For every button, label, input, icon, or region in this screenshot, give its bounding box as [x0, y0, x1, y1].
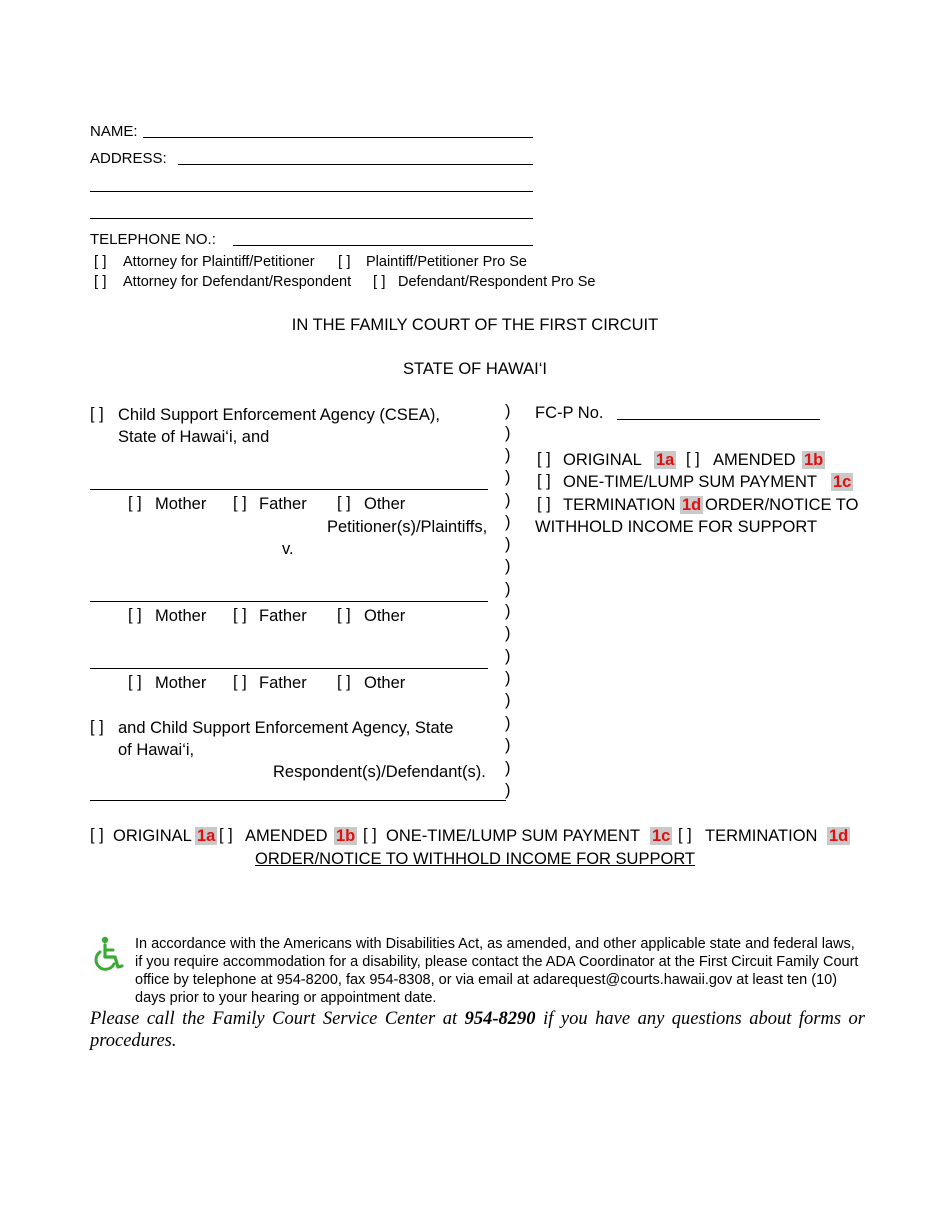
- paren: ): [505, 647, 511, 665]
- title-original-checkbox[interactable]: [ ]: [90, 826, 104, 844]
- respondent1-father-label: Father: [259, 607, 307, 625]
- paren: ): [505, 781, 511, 799]
- right-amended-label: AMENDED: [713, 451, 796, 469]
- service-text-post: if you have any questions about forms or procedures.: [90, 1009, 866, 1051]
- service-phone: 954-8290: [464, 1009, 536, 1029]
- title-termination-checkbox[interactable]: [ ]: [678, 826, 692, 844]
- right-original-checkbox[interactable]: [ ]: [537, 450, 551, 468]
- defendant-pro-se-label: Defendant/Respondent Pro Se: [398, 274, 596, 290]
- atty-plaintiff-label: Attorney for Plaintiff/Petitioner: [123, 254, 315, 270]
- resp-csea-label-line2: of Hawai‘i,: [118, 741, 195, 759]
- right-order-label: ORDER/NOTICE TO: [705, 496, 859, 514]
- title-lump-label: ONE-TIME/LUMP SUM PAYMENT: [386, 827, 640, 845]
- petitioner-name-line[interactable]: [90, 489, 488, 490]
- plaintiff-pro-se-checkbox[interactable]: [ ]: [338, 253, 351, 270]
- right-termination-label: TERMINATION: [563, 496, 676, 514]
- petitioners-label: Petitioner(s)/Plaintiffs,: [327, 518, 488, 536]
- right-withhold-label: WITHHOLD INCOME FOR SUPPORT: [535, 518, 818, 536]
- right-lump-label: ONE-TIME/LUMP SUM PAYMENT: [563, 473, 817, 491]
- title-termination-label: TERMINATION: [705, 827, 818, 845]
- service-center-note: [90, 1008, 865, 1052]
- name-label: NAME:: [90, 123, 138, 140]
- title-lump-checkbox[interactable]: [ ]: [363, 826, 377, 844]
- respondent2-mother-label: Mother: [155, 674, 207, 692]
- tag-1c: 1c: [833, 473, 852, 491]
- csea-checkbox[interactable]: [ ]: [90, 405, 104, 423]
- paren: ): [505, 535, 511, 553]
- respondent1-father-checkbox[interactable]: [ ]: [233, 606, 247, 624]
- paren: ): [505, 759, 511, 777]
- atty-defendant-label: Attorney for Defendant/Respondent: [123, 274, 352, 290]
- respondent2-other-label: Other: [364, 674, 406, 692]
- paren: ): [505, 491, 511, 509]
- atty-plaintiff-checkbox[interactable]: [ ]: [94, 253, 107, 270]
- document-title: ORDER/NOTICE TO WITHHOLD INCOME FOR SUPPORT: [254, 850, 696, 868]
- tag-1b: 1b: [804, 451, 824, 469]
- respondent1-other-checkbox[interactable]: [ ]: [337, 606, 351, 624]
- telephone-field[interactable]: [233, 245, 533, 246]
- title-tag-1a: 1a: [197, 827, 216, 845]
- right-termination-checkbox[interactable]: [ ]: [537, 495, 551, 513]
- paren: ): [505, 691, 511, 709]
- title-tag-1d: 1d: [829, 827, 849, 845]
- petitioner-other-label: Other: [364, 495, 406, 513]
- csea-label-line2: State of Hawai‘i, and: [118, 428, 270, 446]
- paren: ): [505, 424, 511, 442]
- title-original-label: ORIGINAL: [113, 827, 192, 845]
- name-field[interactable]: [143, 137, 533, 138]
- paren: ): [505, 714, 511, 732]
- fcp-label: FC-P No.: [535, 404, 604, 422]
- paren: ): [505, 580, 511, 598]
- petitioner-mother-checkbox[interactable]: [ ]: [128, 494, 142, 512]
- paren: ): [505, 402, 511, 420]
- respondent2-mother-checkbox[interactable]: [ ]: [128, 673, 142, 691]
- plaintiff-pro-se-label: Plaintiff/Petitioner Pro Se: [366, 254, 527, 270]
- petitioner-mother-label: Mother: [155, 495, 207, 513]
- title-tag-1c: 1c: [652, 827, 671, 845]
- respondent1-mother-label: Mother: [155, 607, 207, 625]
- address-field-line3[interactable]: [90, 218, 533, 219]
- address-field-line2[interactable]: [90, 191, 533, 192]
- respondents-label: Respondent(s)/Defendant(s).: [273, 763, 486, 781]
- service-text-pre: Please call the Family Court Service Center at: [90, 1009, 458, 1029]
- petitioner-father-label: Father: [259, 495, 307, 513]
- resp-csea-checkbox[interactable]: [ ]: [90, 718, 104, 736]
- fcp-number-field[interactable]: [617, 419, 820, 420]
- defendant-pro-se-checkbox[interactable]: [ ]: [373, 273, 386, 290]
- right-lump-checkbox[interactable]: [ ]: [537, 472, 551, 490]
- respondent2-name-line[interactable]: [90, 668, 488, 669]
- respondent1-other-label: Other: [364, 607, 406, 625]
- paren: ): [505, 468, 511, 486]
- paren: ): [505, 513, 511, 531]
- address-field-line1[interactable]: [178, 164, 533, 165]
- caption-bottom-line: [90, 800, 506, 801]
- respondent2-father-label: Father: [259, 674, 307, 692]
- respondent1-mother-checkbox[interactable]: [ ]: [128, 606, 142, 624]
- title-amended-label: AMENDED: [245, 827, 328, 845]
- right-original-label: ORIGINAL: [563, 451, 642, 469]
- paren: ): [505, 736, 511, 754]
- petitioner-other-checkbox[interactable]: [ ]: [337, 494, 351, 512]
- title-tag-1b: 1b: [336, 827, 356, 845]
- paren: ): [505, 446, 511, 464]
- versus: v.: [282, 540, 294, 558]
- court-state: STATE OF HAWAI‘I: [403, 360, 547, 378]
- tag-1a: 1a: [656, 451, 675, 469]
- paren: ): [505, 557, 511, 575]
- wheelchair-icon: [88, 936, 124, 977]
- address-label: ADDRESS:: [90, 150, 167, 167]
- paren: ): [505, 624, 511, 642]
- telephone-label: TELEPHONE NO.:: [90, 231, 216, 248]
- paren: ): [505, 669, 511, 687]
- petitioner-father-checkbox[interactable]: [ ]: [233, 494, 247, 512]
- respondent2-other-checkbox[interactable]: [ ]: [337, 673, 351, 691]
- title-amended-checkbox[interactable]: [ ]: [219, 826, 233, 844]
- paren: ): [505, 602, 511, 620]
- tag-1d: 1d: [682, 496, 702, 514]
- ada-notice: In accordance with the Americans with Disabilities Act, as amended, and other applicable state and federal laws, if you require accommodation for a disability, please contact the ADA Coordinator at the First Circuit Family Court office by telephone at 954-8200, fax 954-8308, or via email at adarequest@courts.hawaii.gov at least ten (10) days prior to your hearing or appointment date.: [135, 936, 859, 1006]
- respondent1-name-line[interactable]: [90, 601, 488, 602]
- court-name: IN THE FAMILY COURT OF THE FIRST CIRCUIT: [291, 316, 659, 334]
- resp-csea-label-line1: and Child Support Enforcement Agency, State: [118, 719, 454, 737]
- right-amended-checkbox[interactable]: [ ]: [686, 450, 700, 468]
- atty-defendant-checkbox[interactable]: [ ]: [94, 273, 107, 290]
- respondent2-father-checkbox[interactable]: [ ]: [233, 673, 247, 691]
- csea-label-line1: Child Support Enforcement Agency (CSEA),: [118, 406, 440, 424]
